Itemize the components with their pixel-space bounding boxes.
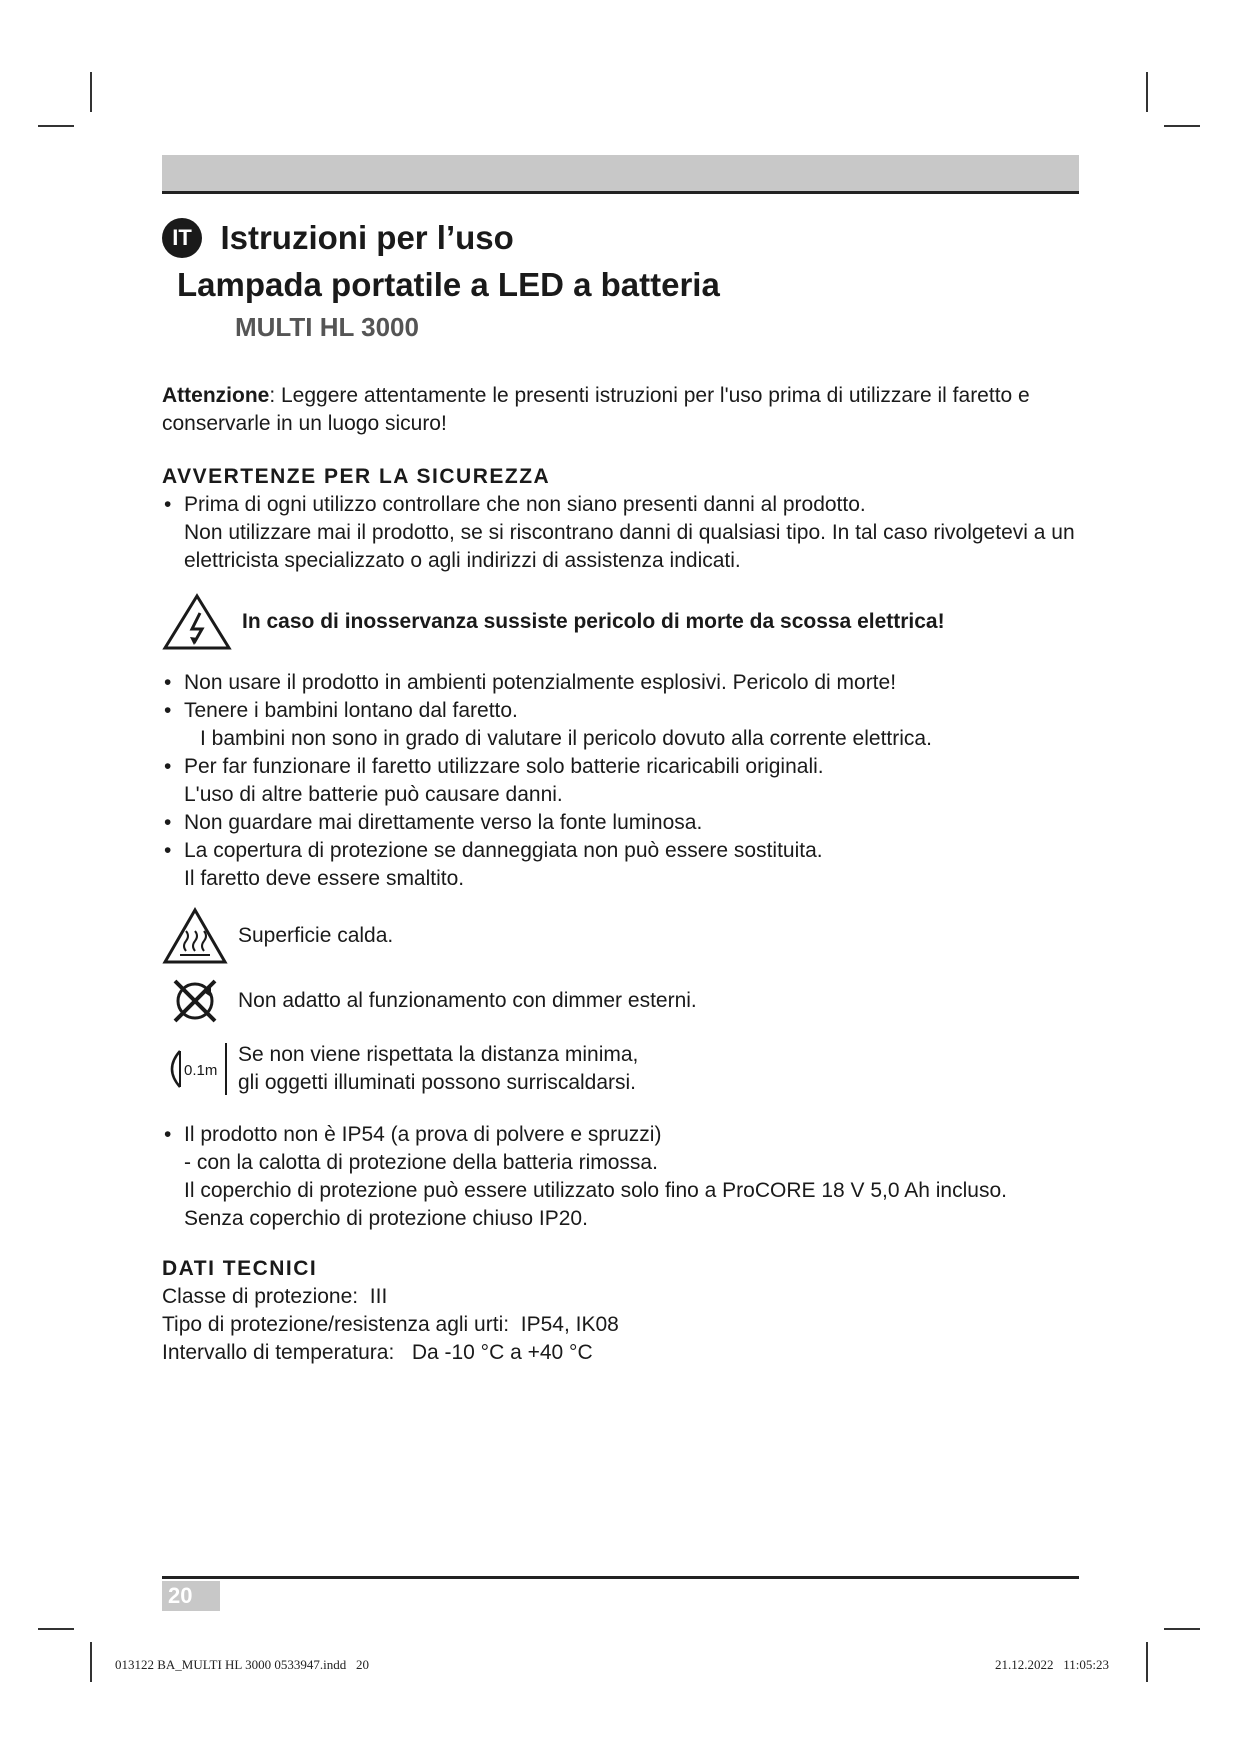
- min-distance-line2: gli oggetti illuminati possono surriscaldarsi.: [238, 1071, 637, 1094]
- list-item: • Non usare il prodotto in ambienti potenzialmente esplosivi. Pericolo di morte!: [162, 669, 1082, 697]
- list-item: • Prima di ogni utilizzo controllare che non siano presenti danni al prodotto. Non utilizzare mai il prodotto, se si riscontrano danni di qualsiasi tipo. In tal caso rivolgetevi a un elettricista specializzato o agli indirizzi di assistenza indicati.: [162, 491, 1082, 575]
- date-slug: 21.12.2022 11:05:23: [995, 1657, 1109, 1672]
- page-title: Istruzioni per l’uso: [220, 219, 514, 256]
- language-badge: IT: [162, 218, 202, 258]
- attention-paragraph: [162, 382, 1082, 438]
- safety-heading: AVVERTENZE PER LA SICUREZZA: [162, 465, 551, 488]
- crop-mark: [1164, 1628, 1200, 1630]
- crop-mark: [1146, 1642, 1148, 1682]
- list-item-subtext: L'uso di altre batterie può causare danni.: [184, 783, 563, 806]
- min-distance-line1: Se non viene rispettata la distanza minima,: [238, 1043, 639, 1066]
- attention-label: Attenzione: [162, 384, 270, 407]
- hot-surface-icon: [162, 907, 228, 965]
- electric-warning: [162, 593, 1082, 651]
- list-item-subtext: Il faretto deve essere smaltito.: [184, 867, 465, 890]
- crop-mark: [1164, 125, 1200, 127]
- tech-value: III: [369, 1285, 388, 1308]
- min-distance-text: [238, 1041, 638, 1097]
- tech-value: IP54, IK08: [520, 1313, 619, 1336]
- list-item: [162, 1121, 1082, 1233]
- tech-label: Intervallo di temperatura:: [162, 1341, 395, 1364]
- list-item-text: La copertura di protezione se danneggiata non può essere sostituita.: [184, 839, 823, 862]
- safety-list: [162, 669, 1082, 893]
- min-distance-label: 0.1m: [184, 1062, 218, 1079]
- manual-content: [162, 382, 1082, 1367]
- hot-surface-text: Superficie calda.: [238, 924, 394, 947]
- crop-mark: [90, 72, 92, 112]
- min-distance-row: [162, 1041, 1082, 1097]
- min-distance-icon: [162, 1041, 228, 1097]
- ip-line: - con la calotta di protezione della batteria rimossa.: [184, 1151, 658, 1174]
- attention-text: : Leggere attentamente le presenti istruzioni per l'uso prima di utilizzare il faretto e conservarle in un luogo sicuro!: [162, 384, 1030, 435]
- header-bar: [162, 155, 1079, 194]
- list-item: [162, 753, 1082, 809]
- crop-mark: [1146, 72, 1148, 112]
- list-item: [162, 697, 1082, 753]
- crop-mark: [38, 125, 74, 127]
- ip-line: Il coperchio di protezione può essere utilizzato solo fino a ProCORE 18 V 5,0 Ah incluso.: [184, 1179, 1007, 1202]
- list-item: [162, 837, 1082, 893]
- file-slug: 013122 BA_MULTI HL 3000 0533947.indd 20: [115, 1657, 369, 1672]
- hot-surface-row: [162, 907, 1082, 965]
- tech-row: [162, 1311, 1082, 1339]
- tech-label: Classe di protezione:: [162, 1285, 359, 1308]
- tech-heading: DATI TECNICI: [162, 1257, 318, 1280]
- ip-list: [162, 1121, 1082, 1233]
- tech-row: [162, 1283, 1082, 1311]
- tech-row: [162, 1339, 1082, 1367]
- list-item-subtext: I bambini non sono in grado di valutare il pericolo dovuto alla corrente elettrica.: [200, 727, 932, 750]
- title-block: [162, 218, 720, 343]
- list-item-text: Tenere i bambini lontano dal faretto.: [184, 699, 518, 722]
- product-title: Lampada portatile a LED a batteria: [177, 266, 720, 303]
- electric-hazard-icon: [162, 593, 232, 651]
- tech-label: Tipo di protezione/resistenza agli urti:: [162, 1313, 510, 1336]
- ip-item-text: Il prodotto non è IP54 (a prova di polvere e spruzzi): [184, 1123, 662, 1146]
- ip-line: Senza coperchio di protezione chiuso IP20.: [184, 1207, 588, 1230]
- crop-mark: [38, 1628, 74, 1630]
- no-dimmer-row: [162, 975, 1082, 1027]
- electric-warning-text: In caso di inosservanza sussiste pericolo di morte da scossa elettrica!: [242, 610, 945, 633]
- list-item-text: Per far funzionare il faretto utilizzare solo batterie ricaricabili originali.: [184, 755, 824, 778]
- list-item: • Non guardare mai direttamente verso la fonte luminosa.: [162, 809, 1082, 837]
- tech-value: Da -10 °C a +40 °C: [411, 1341, 593, 1364]
- crop-mark: [90, 1642, 92, 1682]
- page-number: 20: [162, 1581, 220, 1611]
- footer-rule: [162, 1576, 1079, 1579]
- no-dimmer-text: Non adatto al funzionamento con dimmer esterni.: [238, 989, 697, 1012]
- model-name: MULTI HL 3000: [235, 312, 419, 342]
- no-dimmer-icon: [169, 975, 221, 1027]
- safety-intro-list: [162, 491, 1082, 575]
